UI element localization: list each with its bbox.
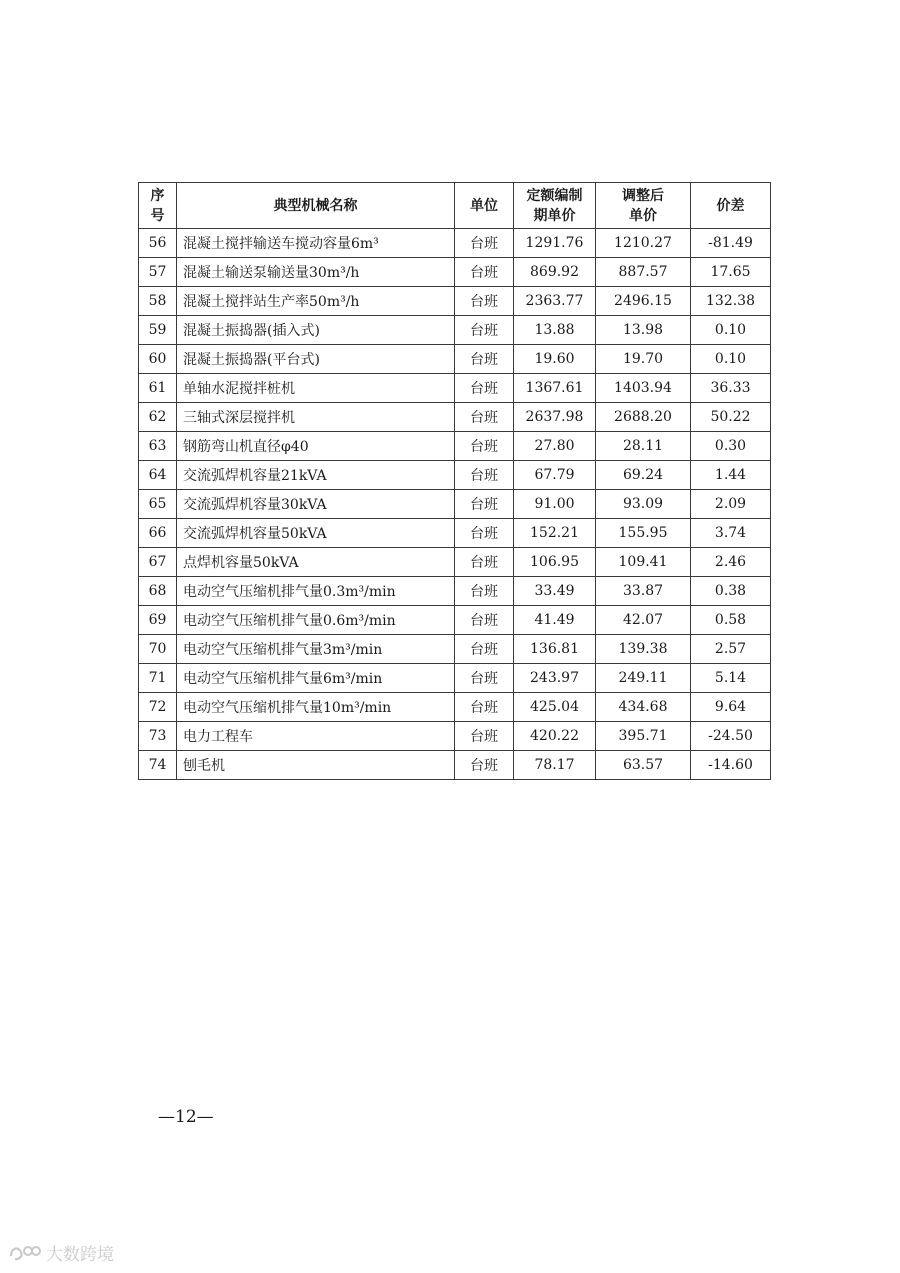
- cell-no: 60: [139, 345, 177, 374]
- cell-machine-name: 电动空气压缩机排气量0.6m³/min: [177, 606, 455, 635]
- cell-no: 58: [139, 287, 177, 316]
- cell-price-adjusted: 69.24: [596, 461, 691, 490]
- cell-machine-name: 混凝土振捣器(平台式): [177, 345, 455, 374]
- cell-price-adjusted: 2688.20: [596, 403, 691, 432]
- cell-price-adjusted: 109.41: [596, 548, 691, 577]
- table-row: [139, 229, 771, 258]
- cell-price-diff: 0.38: [691, 577, 771, 606]
- cell-no: 61: [139, 374, 177, 403]
- cell-unit: 台班: [455, 519, 514, 548]
- cell-price-diff: 5.14: [691, 664, 771, 693]
- cell-price-adjusted: 434.68: [596, 693, 691, 722]
- cell-price-adjusted: 2496.15: [596, 287, 691, 316]
- cell-no: 64: [139, 461, 177, 490]
- cell-unit: 台班: [455, 693, 514, 722]
- cell-price-quota: 1291.76: [514, 229, 596, 258]
- cell-price-quota: 420.22: [514, 722, 596, 751]
- header-name: 典型机械名称: [177, 183, 455, 229]
- cell-unit: 台班: [455, 722, 514, 751]
- cell-price-quota: 78.17: [514, 751, 596, 780]
- cell-price-quota: 13.88: [514, 316, 596, 345]
- cell-machine-name: 电动空气压缩机排气量0.3m³/min: [177, 577, 455, 606]
- header-no: [139, 183, 177, 229]
- header-price-quota-line1: 定额编制: [526, 187, 583, 204]
- cell-machine-name: 钢筋弯山机直径φ40: [177, 432, 455, 461]
- cell-no: 72: [139, 693, 177, 722]
- cell-no: 57: [139, 258, 177, 287]
- cell-price-quota: 1367.61: [514, 374, 596, 403]
- cell-price-adjusted: 33.87: [596, 577, 691, 606]
- brand-logo-icon: [8, 1242, 42, 1264]
- table-row: [139, 548, 771, 577]
- cell-price-quota: 2363.77: [514, 287, 596, 316]
- table-row: [139, 490, 771, 519]
- cell-price-adjusted: 13.98: [596, 316, 691, 345]
- table-row: [139, 606, 771, 635]
- cell-machine-name: 点焊机容量50kVA: [177, 548, 455, 577]
- table-row: [139, 403, 771, 432]
- cell-unit: 台班: [455, 461, 514, 490]
- cell-unit: 台班: [455, 229, 514, 258]
- cell-machine-name: 电动空气压缩机排气量3m³/min: [177, 635, 455, 664]
- cell-no: 73: [139, 722, 177, 751]
- cell-price-diff: 0.10: [691, 345, 771, 374]
- cell-price-adjusted: 249.11: [596, 664, 691, 693]
- header-price-quota-line2: 期单价: [533, 207, 576, 224]
- cell-no: 68: [139, 577, 177, 606]
- page-number: —12—: [158, 1107, 214, 1127]
- cell-price-adjusted: 93.09: [596, 490, 691, 519]
- watermark: [8, 1240, 114, 1265]
- cell-price-quota: 91.00: [514, 490, 596, 519]
- cell-unit: 台班: [455, 258, 514, 287]
- cell-machine-name: 混凝土搅拌输送车搅动容量6m³: [177, 229, 455, 258]
- cell-no: 71: [139, 664, 177, 693]
- cell-price-diff: -81.49: [691, 229, 771, 258]
- cell-price-adjusted: 19.70: [596, 345, 691, 374]
- cell-price-quota: 27.80: [514, 432, 596, 461]
- table-row: [139, 664, 771, 693]
- table-row: [139, 287, 771, 316]
- cell-unit: 台班: [455, 345, 514, 374]
- header-price-adjusted: [596, 183, 691, 229]
- machinery-price-table: [138, 182, 771, 780]
- cell-machine-name: 交流弧焊机容量50kVA: [177, 519, 455, 548]
- table-row: [139, 374, 771, 403]
- cell-unit: 台班: [455, 403, 514, 432]
- cell-unit: 台班: [455, 432, 514, 461]
- cell-price-diff: 9.64: [691, 693, 771, 722]
- cell-unit: 台班: [455, 287, 514, 316]
- cell-no: 56: [139, 229, 177, 258]
- table-row: [139, 316, 771, 345]
- cell-machine-name: 电动空气压缩机排气量10m³/min: [177, 693, 455, 722]
- cell-no: 62: [139, 403, 177, 432]
- cell-no: 66: [139, 519, 177, 548]
- cell-price-adjusted: 887.57: [596, 258, 691, 287]
- cell-unit: 台班: [455, 606, 514, 635]
- cell-price-diff: 50.22: [691, 403, 771, 432]
- cell-price-adjusted: 63.57: [596, 751, 691, 780]
- cell-unit: 台班: [455, 548, 514, 577]
- cell-price-diff: -14.60: [691, 751, 771, 780]
- cell-no: 67: [139, 548, 177, 577]
- table-body: [139, 229, 771, 780]
- table-row: [139, 751, 771, 780]
- header-no-line2: 号: [150, 207, 165, 224]
- table-row: [139, 693, 771, 722]
- table-row: [139, 635, 771, 664]
- cell-price-quota: 152.21: [514, 519, 596, 548]
- cell-price-quota: 67.79: [514, 461, 596, 490]
- cell-price-quota: 425.04: [514, 693, 596, 722]
- cell-price-quota: 243.97: [514, 664, 596, 693]
- table-header-row: [139, 183, 771, 229]
- cell-price-adjusted: 1403.94: [596, 374, 691, 403]
- header-price-adjusted-line2: 单价: [629, 207, 657, 224]
- header-price-adjusted-line1: 调整后: [622, 187, 664, 204]
- cell-price-adjusted: 42.07: [596, 606, 691, 635]
- cell-price-quota: 136.81: [514, 635, 596, 664]
- cell-unit: 台班: [455, 577, 514, 606]
- cell-price-diff: 17.65: [691, 258, 771, 287]
- cell-machine-name: 交流弧焊机容量21kVA: [177, 461, 455, 490]
- cell-machine-name: 刨毛机: [177, 751, 455, 780]
- cell-machine-name: 电动空气压缩机排气量6m³/min: [177, 664, 455, 693]
- cell-price-adjusted: 1210.27: [596, 229, 691, 258]
- cell-price-adjusted: 395.71: [596, 722, 691, 751]
- cell-unit: 台班: [455, 374, 514, 403]
- cell-no: 63: [139, 432, 177, 461]
- cell-machine-name: 三轴式深层搅拌机: [177, 403, 455, 432]
- cell-machine-name: 混凝土振捣器(插入式): [177, 316, 455, 345]
- cell-price-diff: 2.09: [691, 490, 771, 519]
- cell-price-quota: 2637.98: [514, 403, 596, 432]
- header-no-line1: 序: [150, 187, 165, 204]
- cell-machine-name: 混凝土搅拌站生产率50m³/h: [177, 287, 455, 316]
- cell-unit: 台班: [455, 751, 514, 780]
- cell-price-quota: 33.49: [514, 577, 596, 606]
- cell-unit: 台班: [455, 635, 514, 664]
- cell-no: 59: [139, 316, 177, 345]
- cell-machine-name: 混凝土输送泵输送量30m³/h: [177, 258, 455, 287]
- table-row: [139, 722, 771, 751]
- cell-price-diff: 36.33: [691, 374, 771, 403]
- cell-price-quota: 869.92: [514, 258, 596, 287]
- cell-no: 70: [139, 635, 177, 664]
- cell-no: 74: [139, 751, 177, 780]
- cell-price-adjusted: 155.95: [596, 519, 691, 548]
- table-row: [139, 432, 771, 461]
- cell-unit: 台班: [455, 316, 514, 345]
- table-row: [139, 345, 771, 374]
- watermark-text: 大数跨境: [46, 1245, 114, 1265]
- header-diff: 价差: [691, 183, 771, 229]
- cell-no: 69: [139, 606, 177, 635]
- cell-price-diff: 2.57: [691, 635, 771, 664]
- cell-price-diff: 0.10: [691, 316, 771, 345]
- cell-price-diff: 132.38: [691, 287, 771, 316]
- table-row: [139, 258, 771, 287]
- cell-price-diff: 0.30: [691, 432, 771, 461]
- cell-price-adjusted: 139.38: [596, 635, 691, 664]
- cell-price-diff: 3.74: [691, 519, 771, 548]
- cell-price-diff: -24.50: [691, 722, 771, 751]
- cell-machine-name: 单轴水泥搅拌桩机: [177, 374, 455, 403]
- cell-price-diff: 0.58: [691, 606, 771, 635]
- cell-machine-name: 交流弧焊机容量30kVA: [177, 490, 455, 519]
- cell-price-diff: 1.44: [691, 461, 771, 490]
- table-row: [139, 577, 771, 606]
- cell-price-adjusted: 28.11: [596, 432, 691, 461]
- cell-unit: 台班: [455, 664, 514, 693]
- cell-price-diff: 2.46: [691, 548, 771, 577]
- table-row: [139, 519, 771, 548]
- table-row: [139, 461, 771, 490]
- cell-price-quota: 106.95: [514, 548, 596, 577]
- cell-unit: 台班: [455, 490, 514, 519]
- cell-price-quota: 19.60: [514, 345, 596, 374]
- header-price-quota: [514, 183, 596, 229]
- cell-price-quota: 41.49: [514, 606, 596, 635]
- header-unit: 单位: [455, 183, 514, 229]
- cell-machine-name: 电力工程车: [177, 722, 455, 751]
- cell-no: 65: [139, 490, 177, 519]
